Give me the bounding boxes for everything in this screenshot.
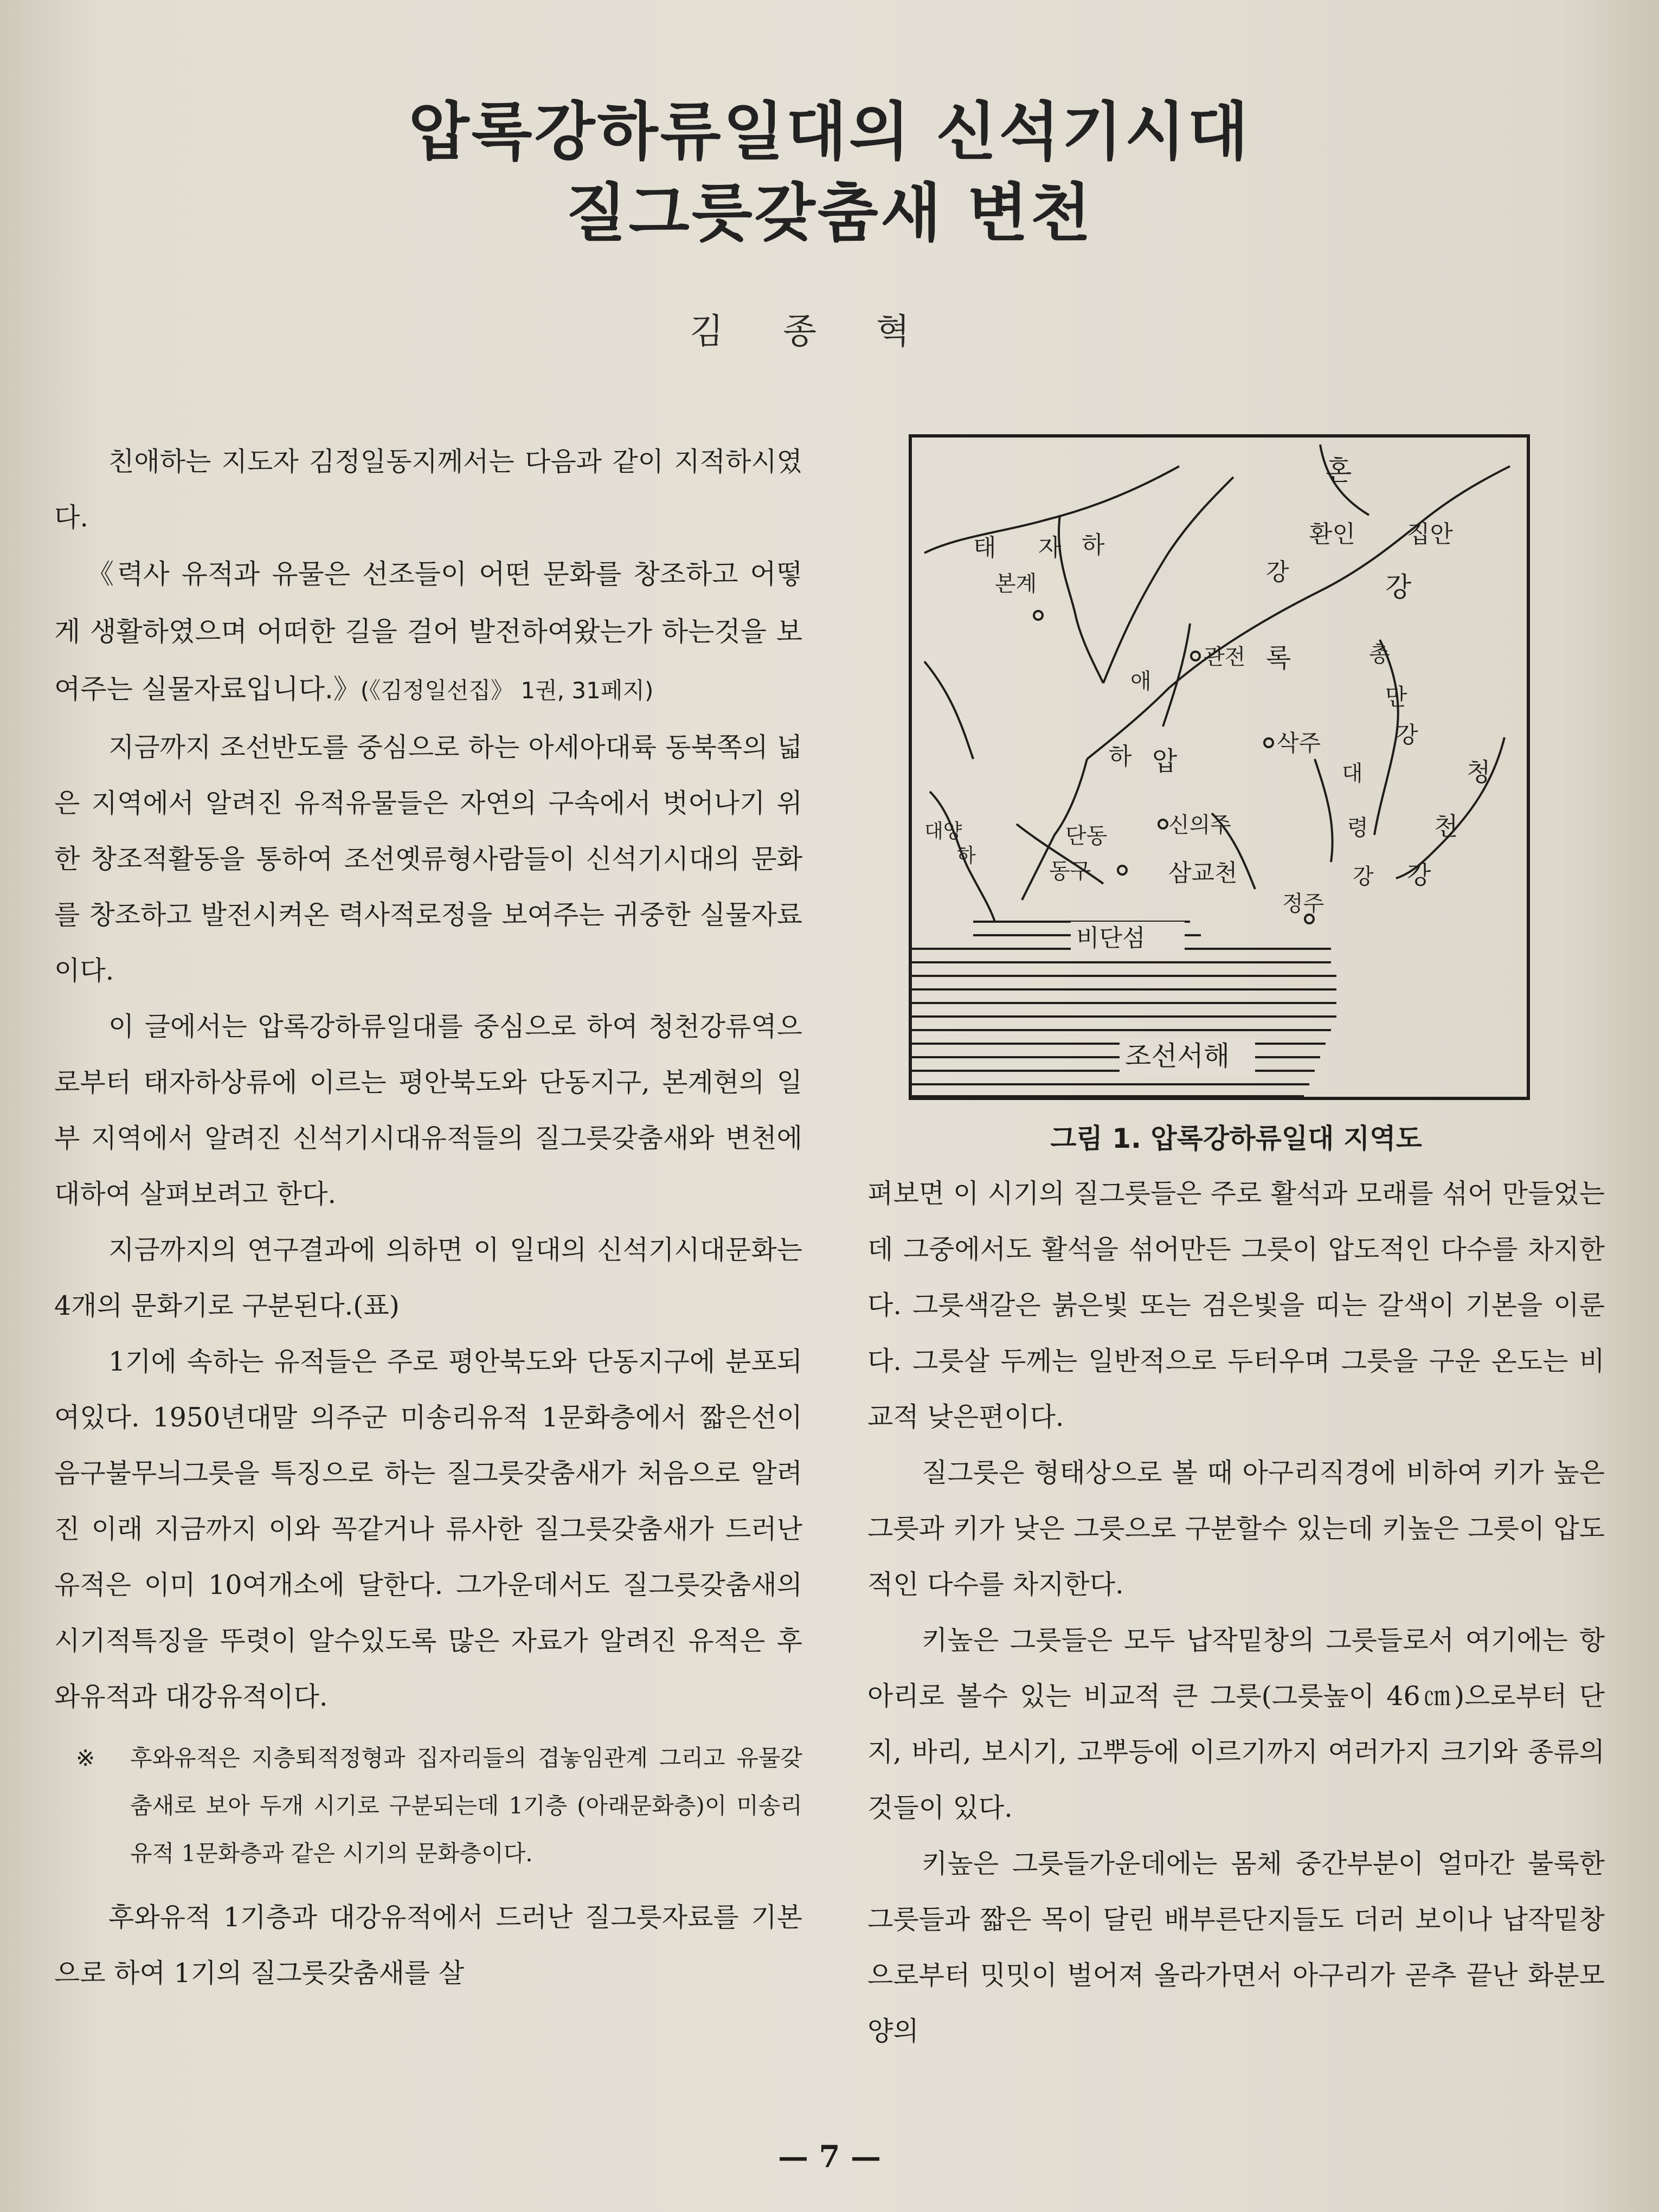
label-dae1: 대 — [1342, 761, 1363, 786]
label-man: 만 — [1385, 684, 1407, 710]
paragraph-6: 후와유적 1기층과 대강유적에서 드러난 질그릇자료를 기본으로 하여 1기의 질그릇갖춤새를 살 — [54, 1902, 802, 1989]
left-column — [54, 434, 802, 2001]
label-taizi-zi: 자 — [1038, 534, 1062, 562]
paragraph-2: 지금까지 조선반도를 중심으로 하는 아세아대륙 동북쪽의 넓은 지역에서 알려진 유적유물들은 자연의 구속에서 벗어나기 위한 창조적활동을 통하여 조선옛류형사람들이 신석기시대의 문화를 창조하고 발전시켜온 력사적로정을 보여주는 귀중한 실물자료이다. — [54, 732, 802, 986]
quotation-text: 《력사 유적과 유물은 선조들이 어떤 문화를 창조하고 어떻게 생활하였으며 어떠한 길을 걸어 발전하여왔는가 하는것을 보여주는 실물자료입니다.》 — [54, 558, 802, 705]
label-samgyocheon: 삼교천 — [1168, 859, 1238, 887]
quotation-citation: (《김정일선집》 1권, 31페지) — [360, 677, 654, 704]
right-paragraph-4: 키높은 그릇들가운데에는 몸체 중간부분이 얼마간 불룩한 그릇들과 짧은 목이 달린 배부른단지들도 더러 보이나 납작밑창으로부터 밋밋이 벌어져 올라가면서 아구리가 곧추 끝난 화분모양의 — [867, 1848, 1605, 2047]
label-hun-jiang: 강 — [1266, 558, 1289, 586]
region-map — [908, 434, 1532, 1101]
label-dandong: 단동 — [1065, 824, 1108, 848]
paragraph-4: 지금까지의 연구결과에 의하면 이 일대의 신석기시대문화는 4개의 문화기로 구분된다.(표) — [54, 1234, 802, 1321]
label-sakju: 삭주 — [1277, 730, 1321, 756]
quotation — [54, 545, 802, 719]
label-yalu-jiang: 강 — [1385, 571, 1412, 603]
label-cheon: 천 — [1434, 812, 1458, 841]
label-joseon-seohae: 조선서해 — [1125, 1040, 1230, 1072]
label-jian: 집안 — [1407, 520, 1454, 548]
footnote-mark: ※ — [76, 1745, 95, 1771]
label-kuandian: 관전 — [1204, 645, 1246, 670]
right-paragraph-2: 질그릇은 형태상으로 볼 때 아구리직경에 비하여 키가 높은 그릇과 키가 낮은 그릇으로 구분할수 있는데 키높은 그릇이 압도적인 다수를 차지한다. — [867, 1457, 1605, 1600]
label-ap: 압 — [1152, 746, 1178, 776]
label-cheong-gang: 강 — [1407, 860, 1431, 890]
label-ryong: 령 — [1347, 815, 1368, 840]
article-title-line2: 질그릇갖춤새 변천 — [565, 177, 1094, 250]
label-daeryong-gang: 강 — [1353, 864, 1374, 889]
label-hun: 혼 — [1326, 455, 1352, 486]
paragraph-3: 이 글에서는 압록강하류일대를 중심으로 하여 청천강류역으로부터 태자하상류에 이르는 평안북도와 단동지구, 본계현의 일부 지역에서 알려진 신석기시대유적들의 질그릇갖춤새와 변천에 대하여 살펴보려고 한다. — [54, 1011, 802, 1210]
rivers — [924, 445, 1510, 922]
label-chong: 총 — [1369, 642, 1390, 667]
label-cheong1: 청 — [1467, 757, 1491, 787]
label-benxi: 본계 — [995, 571, 1037, 596]
footnote-text: 후와유적은 지층퇴적정형과 집자리들의 겹놓임관계 그리고 유물갖춤새로 보아 두개 시기로 구분되는데 1기층 (아래문화층)이 미송리유적 1문화층과 같은 시기의 문화층이다. — [130, 1745, 802, 1867]
label-bidanseom: 비단섬 — [1076, 924, 1146, 952]
page-number: — 7 — — [778, 2139, 881, 2175]
label-lu: 록 — [1266, 643, 1291, 673]
right-paragraph-1: 펴보면 이 시기의 질그릇들은 주로 활석과 모래를 섞어 만들었는데 그중에서도 활석을 섞어만든 그릇이 압도적인 다수를 차지한다. 그릇색갈은 붉은빛 또는 검은빛을 띠는 갈색이 기본을 이룬다. 그릇살 두께는 일반적으로 두터우며 그릇을 구운 온도는 비교적 낮은편이다. — [867, 1178, 1605, 1432]
footnote — [54, 1734, 802, 1877]
intro-paragraph: 친애하는 지도자 김정일동지께서는 다음과 같이 지적하시였다. — [54, 446, 802, 533]
label-sinuiju: 신의주 — [1168, 813, 1231, 838]
label-taizi-tai: 태 — [973, 534, 996, 562]
label-ai-he: 하 — [1109, 743, 1132, 770]
label-chongman-gang: 강 — [1396, 722, 1418, 748]
right-column — [867, 1166, 1605, 2059]
label-daeyang-he: 하 — [957, 845, 976, 867]
label-taizi-he: 하 — [1082, 531, 1105, 559]
label-ai: 애 — [1130, 669, 1152, 694]
right-paragraph-3: 키높은 그릇들은 모두 납작밑창의 그릇들로서 여기에는 항아리로 볼수 있는 비교적 큰 그릇(그릇높이 46㎝)으로부터 단지, 바리, 보시기, 고뿌등에 이르기까지 여러가지 크기와 종류의것들이 있다. — [867, 1625, 1605, 1823]
article-title-line1: 압록강하류일대의 신석기시대 — [408, 95, 1251, 169]
label-dongu: 동구 — [1049, 859, 1091, 884]
label-jeongju: 정주 — [1282, 891, 1324, 916]
author-name: 김종혁 — [690, 312, 969, 352]
label-huanren: 환인 — [1309, 520, 1356, 548]
paragraph-5: 1기에 속하는 유적들은 주로 평안북도와 단동지구에 분포되여있다. 1950년대말 의주군 미송리유적 1문화층에서 짧은선이음구불무늬그릇을 특징으로 하는 질그릇갖춤새가 처음으로 알려진 이래 지금까지 이와 꼭같거나 류사한 질그릇갖춤새가 드러난 유적은 이미 10여개소에 달한다. 그가운데서도 질그릇갖춤새의 시기적특징을 뚜렷이 알수있도록 많은 자료가 알려진 유적은 후와유적과 대강유적이다. — [54, 1346, 802, 1712]
figure-caption: 그림 1. 압록강하류일대 지역도 — [1050, 1123, 1422, 1154]
label-daeyang: 대양 — [924, 820, 962, 843]
region-map-figure — [908, 434, 1532, 1101]
